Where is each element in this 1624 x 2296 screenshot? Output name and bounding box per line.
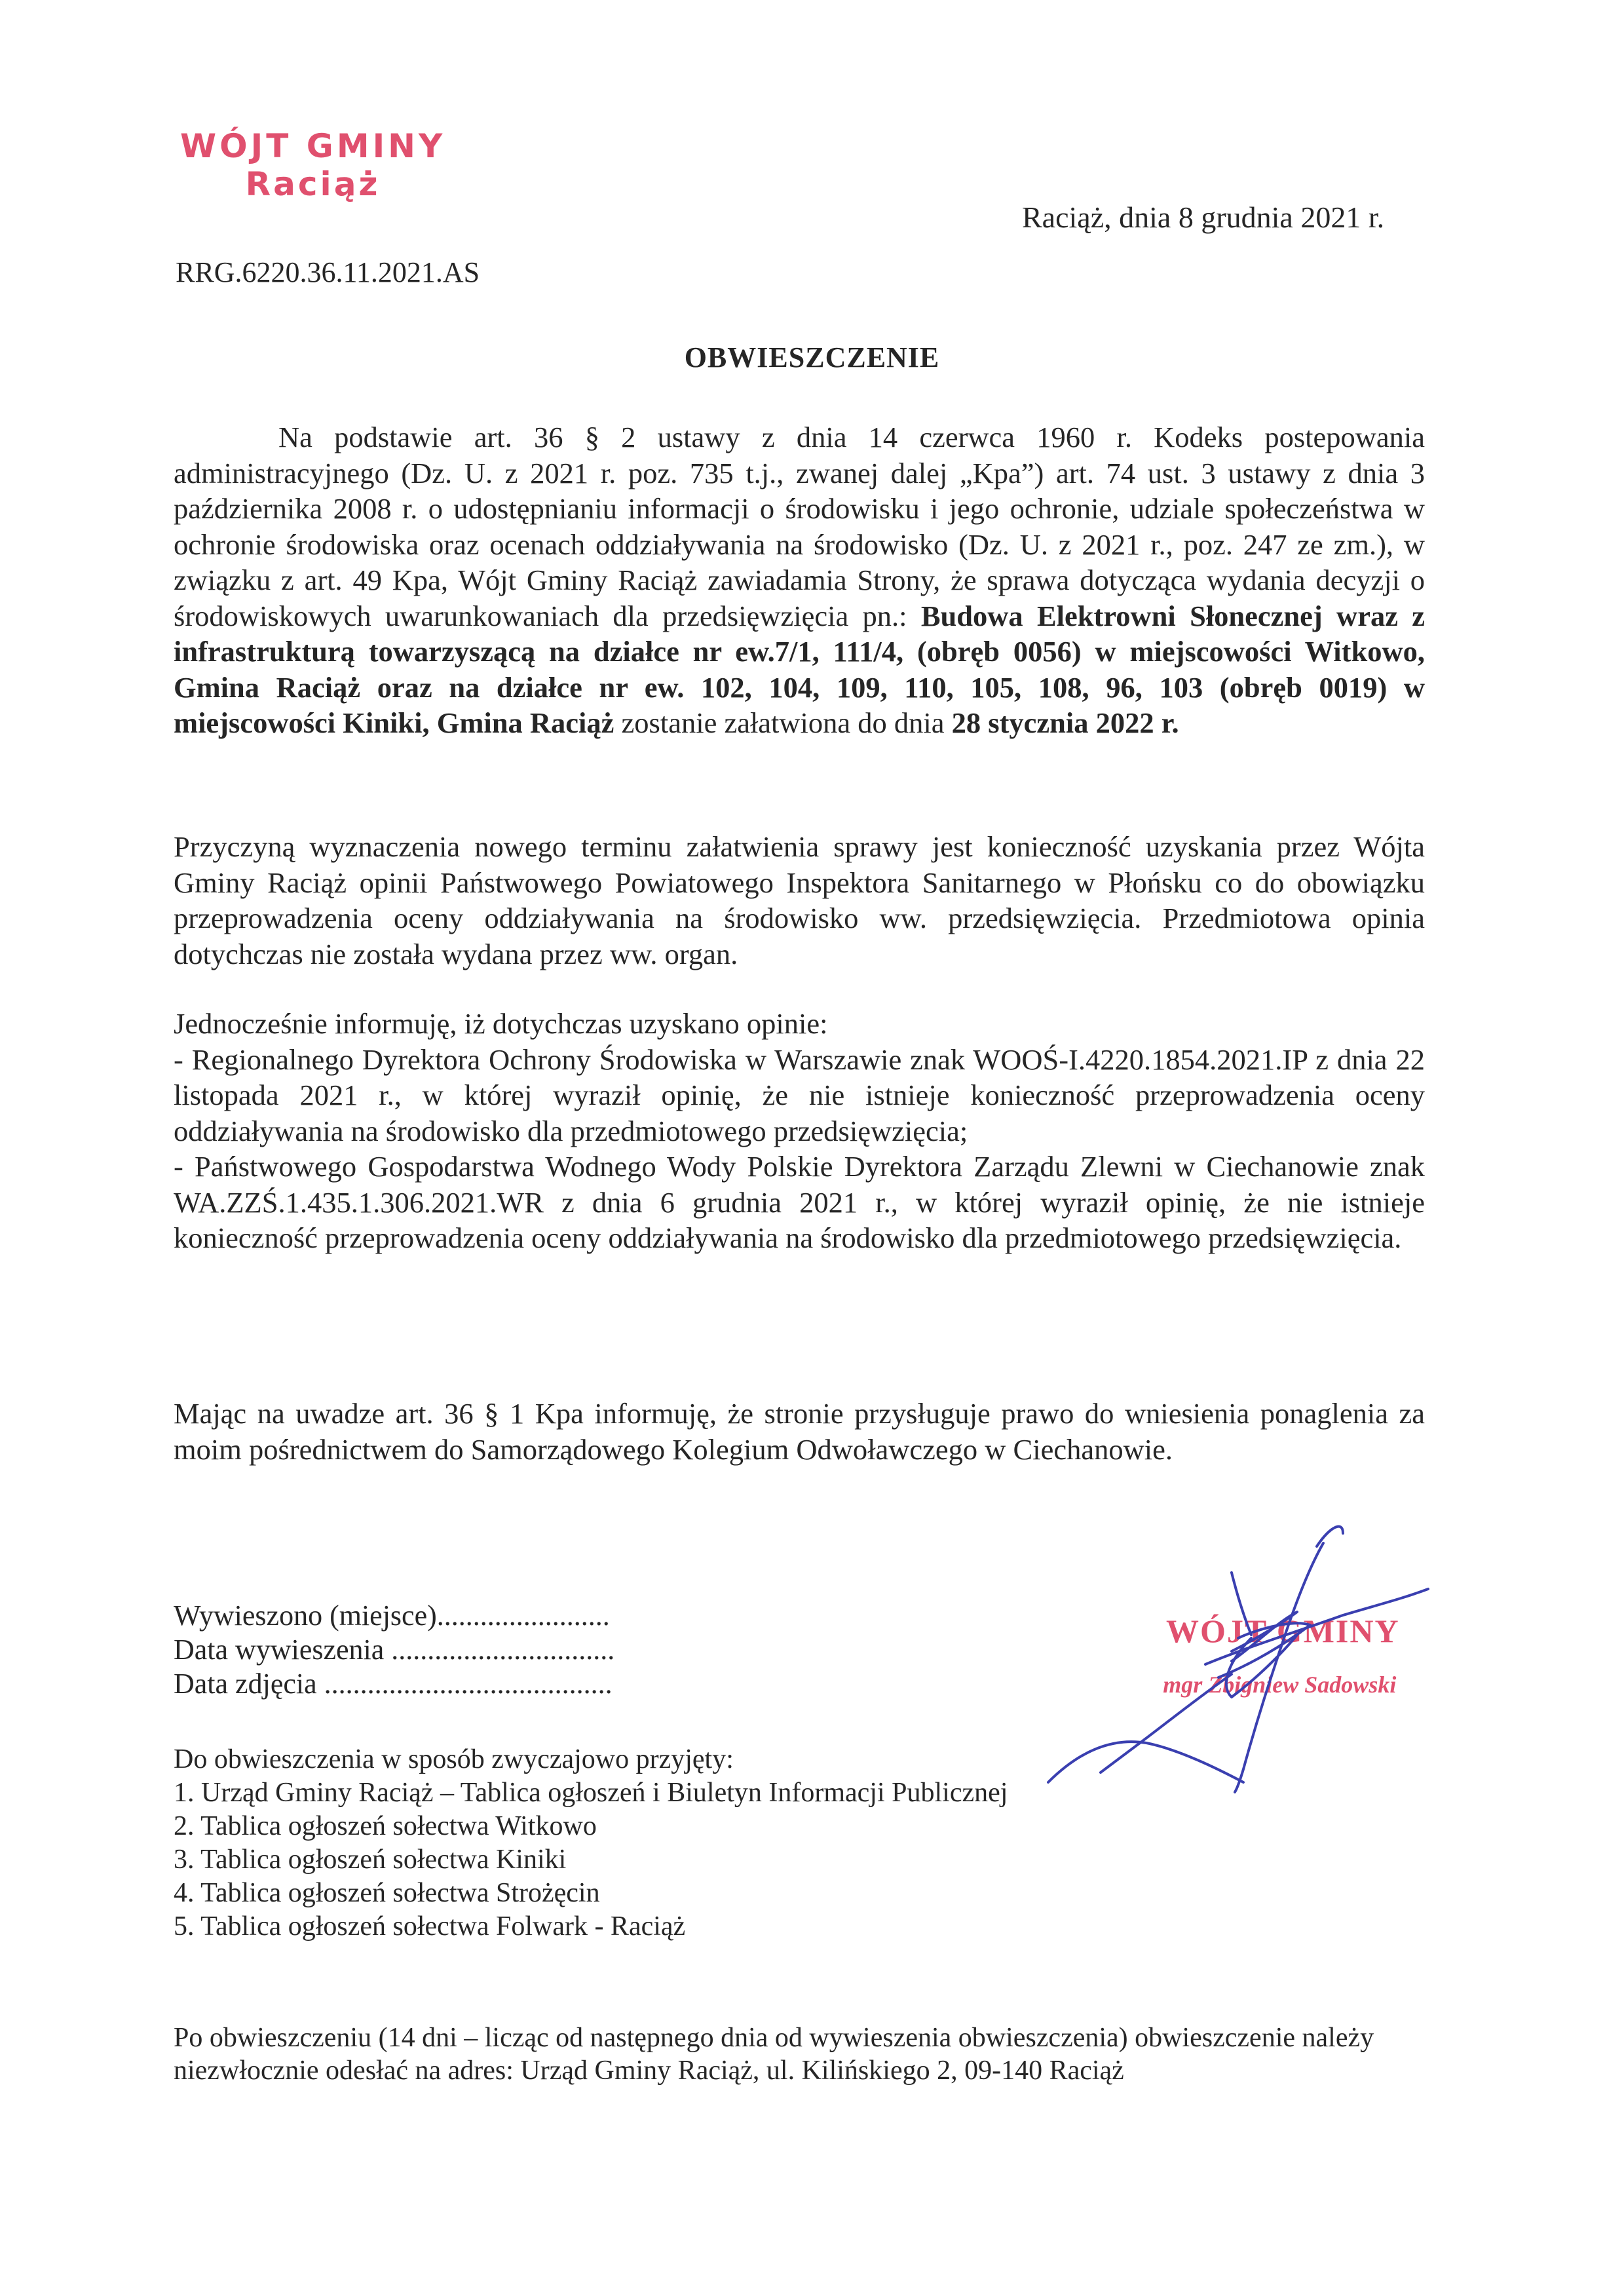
posted-date-field: Data wywieszenia ............................... — [174, 1634, 615, 1666]
stamp-line-2: Raciąż — [245, 164, 381, 203]
return-instructions: Po obwieszczeniu (14 dni – licząc od następnego dnia od wywieszenia obwieszczenia) obwieszczenie należy niezwłocznie odesłać na adres: Urząd Gminy Raciąż, ul. Kilińskiego 2, 09-140 Raciąż — [174, 2023, 1374, 2086]
stamp-line-1: WÓJT GMINY — [180, 127, 446, 165]
posted-place-field: Wywieszono (miejsce)........................ — [174, 1599, 610, 1632]
distribution-item: 1. Urząd Gminy Raciąż – Tablica ogłoszeń i Biuletyn Informacji Publicznej — [174, 1778, 1008, 1808]
distribution-item: 4. Tablica ogłoszeń sołectwa Strożęcin — [174, 1878, 600, 1908]
signature-stamp — [1163, 1612, 1400, 1698]
distribution-item: 5. Tablica ogłoszeń sołectwa Folwark - Raciąż — [174, 1911, 686, 1942]
signature-stamp-title: WÓJT GMINY — [1166, 1613, 1400, 1649]
distribution-item: 2. Tablica ogłoszeń sołectwa Witkowo — [174, 1811, 597, 1841]
office-stamp — [180, 128, 445, 203]
p1-middle: zostanie załatwiona do dnia — [614, 706, 952, 739]
removed-date-field: Data zdjęcia ........................................ — [174, 1668, 613, 1700]
opinion-item-2: - Państwowego Gospodarstwa Wodnego Wody Polskie Dyrektora Zarządu Zlewni w Ciechanowie znak WA.ZZŚ.1.435.1.306.2021.WR z dnia 6 grudnia 2021 r., w której wyraził opinię, że nie istnieje konieczność przeprowadzenia oceny oddziaływania na środowisko dla przedmiotowego przedsięwzięcia. — [174, 1150, 1425, 1254]
signature-stamp-name: mgr Zbigniew Sadowski — [1163, 1672, 1397, 1698]
paragraph-rights: Mając na uwadze art. 36 § 1 Kpa informuję, że stronie przysługuje prawo do wniesienia ponaglenia za moim pośrednictwem do Samorządowego Kolegium Odwoławczego w Ciechanowie. — [174, 1397, 1425, 1466]
paragraph-opinions — [174, 1006, 1425, 1256]
distribution-list — [174, 1743, 1008, 1943]
distribution-heading: Do obwieszczenia w sposób zwyczajowo przyjęty: — [174, 1744, 734, 1774]
place-date: Raciąż, dnia 8 grudnia 2021 r. — [1022, 201, 1385, 234]
document-title: OBWIESZCZENIE — [684, 341, 940, 373]
project-name: Budowa Elektrowni Słonecznej wraz z infrastrukturą towarzyszącą na działce nr ew.7/1, 111/4, (obręb 0056) w miejscowości Witkowo, Gmina Raciąż oraz na działce nr ew. 102, 104, 109, 110, 105, 108, 96, 103 (obręb 0019) w miejscowości Kiniki, Gmina Raciąż — [174, 599, 1426, 739]
distribution-item: 3. Tablica ogłoszeń sołectwa Kiniki — [174, 1845, 567, 1875]
paragraph-legal-basis — [174, 419, 1425, 741]
reference-number: RRG.6220.36.11.2021.AS — [176, 256, 480, 288]
opinion-item-1: - Regionalnego Dyrektora Ochrony Środowiska w Warszawie znak WOOŚ-I.4220.1854.2021.IP z dnia 22 listopada 2021 r., w której wyraził opinię, że nie istnieje konieczność przeprowadzenia oceny oddziaływania na środowisko dla przedmiotowego przedsięwzięcia; — [174, 1043, 1425, 1147]
p1-intro: Na podstawie art. 36 § 2 ustawy z dnia 14 czerwca 1960 r. Kodeks postepowania administracyjnego (Dz. U. z 2021 r. poz. 735 t.j., zwanej dalej „Kpa”) art. 74 ust. 3 ustawy z dnia 3 października 2008 r. o udostępnianiu informacji o środowisku i jego ochronie, udziale społeczeństwa w ochronie środowiska oraz ocenach oddziaływania na środowisko (Dz. U. z 2021 r., poz. 247 ze zm.), w związku z art. 49 Kpa, Wójt Gminy Raciąż zawiadamia Strony, że sprawa dotycząca wydania decyzji o środowiskowych uwarunkowaniach dla przedsięwzięcia pn.: — [174, 421, 1425, 632]
posting-fields — [174, 1599, 614, 1701]
opinions-intro: Jednocześnie informuję, iż dotychczas uzyskano opinie: — [174, 1007, 828, 1040]
paragraph-reason: Przyczyną wyznaczenia nowego terminu załatwienia sprawy jest konieczność uzyskania przez Wójta Gminy Raciąż opinii Państwowego Powiatowego Inspektora Sanitarnego w Płońsku co do obowiązku przeprowadzenia oceny oddziaływania na środowisko ww. przedsięwzięcia. Przedmiotowa opinia dotychczas nie została wydana przez ww. organ. — [174, 830, 1425, 970]
deadline-date: 28 stycznia 2022 r. — [951, 706, 1179, 739]
